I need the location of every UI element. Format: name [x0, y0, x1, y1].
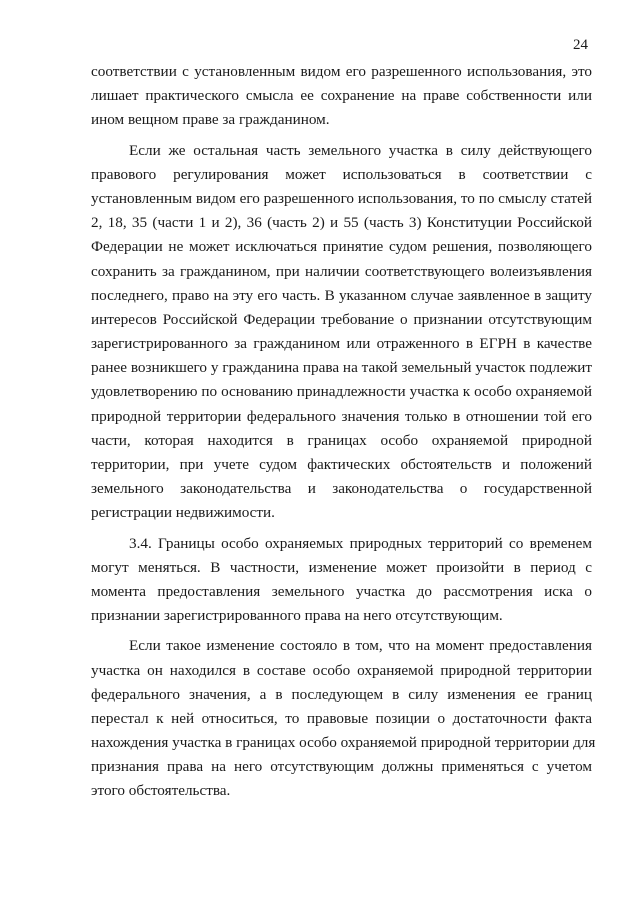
paragraph [91, 634, 596, 803]
text-line: этого обстоятельства. [91, 782, 231, 800]
document-body [91, 60, 596, 804]
text-line: удовлетворению по основанию принадлежности участка к особо охраняемой [91, 383, 592, 401]
text-line: федерального значения, а в последующем в силу изменения ее границ [91, 685, 592, 703]
text-line: ином вещном праве за гражданином. [91, 111, 330, 129]
text-line: Если такое изменение состояло в том, что на момент предоставления [129, 637, 592, 655]
text-line: земельного законодательства и законодательства о государственной [91, 480, 592, 498]
text-line: территории, при учете судом фактических обстоятельств и положений [91, 456, 592, 473]
text-line: лишает практического смысла ее сохранение на праве собственности или [91, 87, 592, 105]
paragraph [91, 139, 592, 526]
text-line: Если же остальная часть земельного участка в силу действующего [129, 141, 592, 159]
text-line: признания права на него отсутствующим должны применяться с учетом [91, 758, 592, 776]
text-line: последнего, право на эту его часть. В указанном случае заявленное в защиту [91, 286, 592, 304]
text-line: сохранить за гражданином, при наличии соответствующего волеизъявления [91, 262, 592, 280]
text-line: перестал к ней относиться, то правовые позиции о достаточности факта [91, 709, 592, 727]
text-line: установленным видом его разрешенного использования, то по смыслу статей [91, 189, 592, 207]
paragraph [91, 532, 592, 629]
text-line: момента предоставления земельного участка до рассмотрения иска о [91, 582, 592, 600]
text-line: ранее возникшего у гражданина права на такой земельный участок подлежит [91, 359, 592, 377]
text-line: интересов Российской Федерации требование о признании отсутствующим [91, 310, 592, 328]
text-line: правового регулирования может использоваться в соответствии с [91, 165, 592, 183]
text-line: признании зарегистрированного права на него отсутствующим. [91, 607, 503, 625]
text-line: 2, 18, 35 (части 1 и 2), 36 (часть 2) и 55 (часть 3) Конституции Российской [91, 214, 592, 232]
paragraph [91, 60, 592, 133]
text-line: 3.4. Границы особо охраняемых природных территорий со временем [129, 534, 592, 552]
text-line: части, которая находится в границах особо охраняемой природной [91, 431, 592, 449]
page-number: 24 [573, 37, 588, 53]
text-line: соответствии с установленным видом его разрешенного использования, это [91, 63, 592, 80]
text-line: нахождения участка в границах особо охраняемой природной территории для [91, 734, 596, 752]
text-line: зарегистрированного за гражданином или отраженного в ЕГРН в качестве [91, 335, 592, 353]
text-line: природной территории федерального значения только в отношении той его [91, 407, 592, 425]
text-line: могут меняться. В частности, изменение может произойти в период с [91, 558, 592, 576]
text-line: регистрации недвижимости. [91, 504, 275, 522]
text-line: Федерации не может исключаться принятие судом решения, позволяющего [91, 238, 592, 256]
text-line: участка он находился в составе особо охраняемой природной территории [91, 661, 592, 679]
